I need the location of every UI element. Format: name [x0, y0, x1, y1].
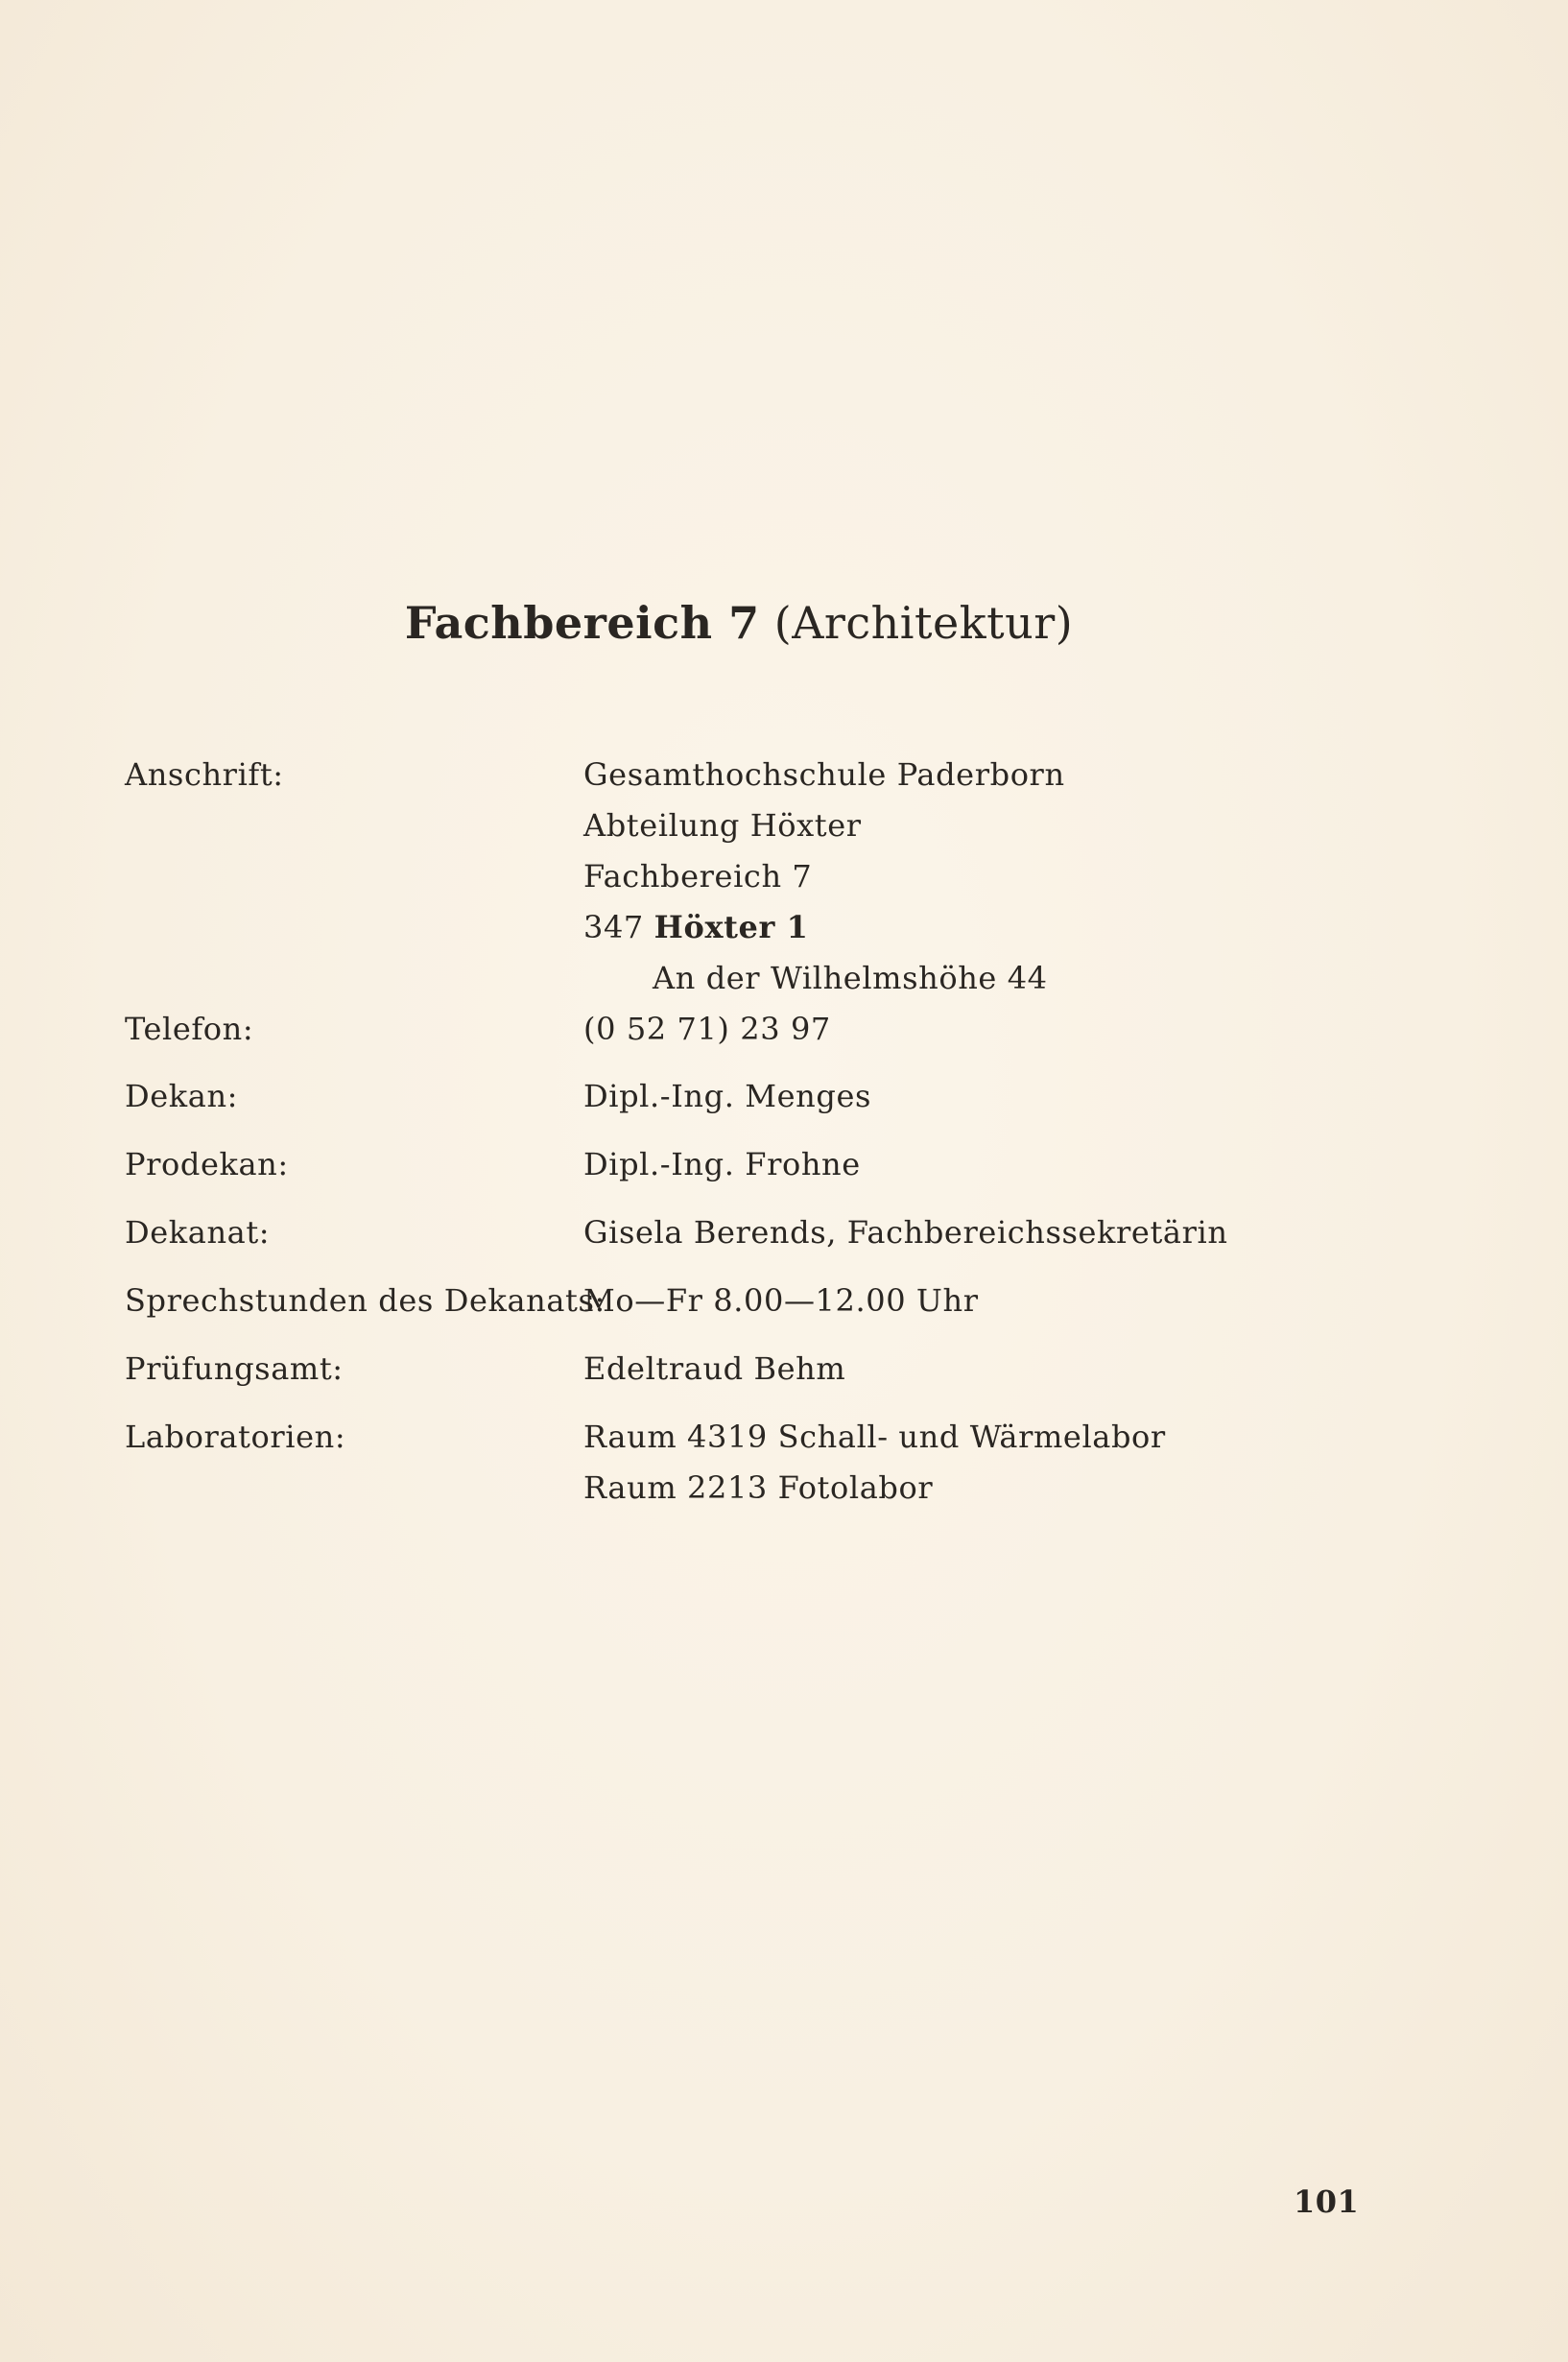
laboratorien-line-1: Raum 4319 Schall- und Wärmelabor [583, 1419, 1166, 1455]
anschrift-line-1: Gesamthochschule Paderborn [583, 756, 1065, 793]
telefon-label: Telefon: [125, 1011, 254, 1047]
anschrift-line-5: An der Wilhelmshöhe 44 [653, 960, 1048, 996]
dekanat-value: Gisela Berends, Fachbereichssekretärin [583, 1214, 1228, 1251]
anschrift-postcode: 347 [583, 909, 644, 945]
dekan-label: Dekan: [125, 1078, 239, 1114]
anschrift-label: Anschrift: [125, 756, 284, 793]
title-department: Fachbereich 7 [404, 597, 760, 649]
anschrift-line-4 [583, 909, 809, 945]
sprechstunden-label: Sprechstunden des Dekanats: [125, 1282, 606, 1319]
title-subject: (Architektur) [773, 597, 1074, 649]
anschrift-line-3: Fachbereich 7 [583, 858, 813, 895]
dekan-value: Dipl.-Ing. Menges [583, 1078, 872, 1114]
telefon-value: (0 52 71) 23 97 [583, 1011, 831, 1047]
laboratorien-line-2: Raum 2213 Fotolabor [583, 1469, 934, 1506]
page-title [0, 597, 1478, 649]
laboratorien-label: Laboratorien: [125, 1419, 346, 1455]
prodekan-label: Prodekan: [125, 1146, 289, 1182]
anschrift-line-2: Abteilung Höxter [583, 807, 862, 844]
dekanat-label: Dekanat: [125, 1214, 271, 1251]
pruefungsamt-value: Edeltraud Behm [583, 1350, 846, 1387]
prodekan-value: Dipl.-Ing. Frohne [583, 1146, 861, 1182]
page-number: 101 [1294, 2183, 1360, 2220]
sprechstunden-value: Mo—Fr 8.00—12.00 Uhr [583, 1282, 979, 1319]
anschrift-city: Höxter 1 [653, 909, 809, 945]
pruefungsamt-label: Prüfungsamt: [125, 1350, 344, 1387]
